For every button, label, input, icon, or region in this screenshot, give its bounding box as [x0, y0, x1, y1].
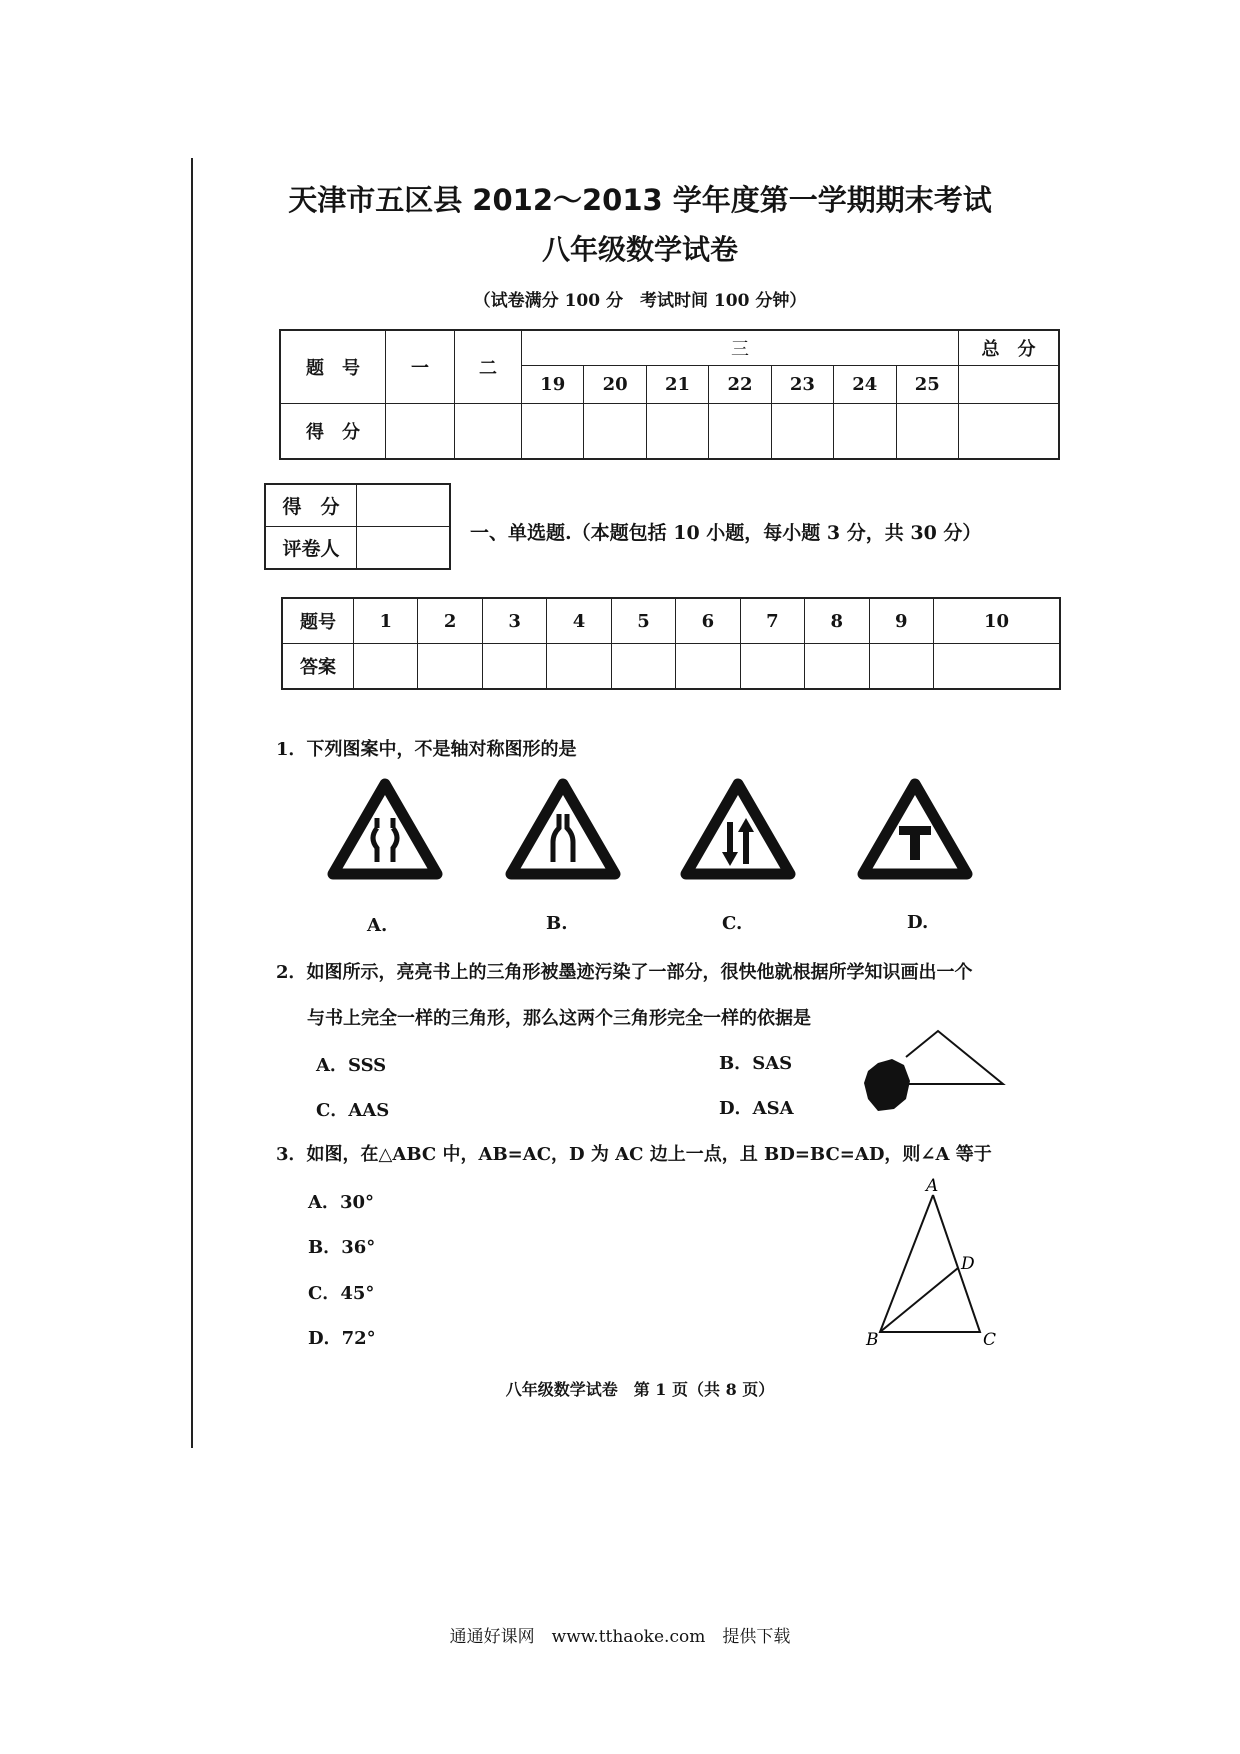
col-total: 总 分 [959, 330, 1060, 365]
answer-label: 答案 [282, 644, 354, 690]
exam-info: （试卷满分 100 分 考试时间 100 分钟） [473, 291, 807, 311]
vertex-a-label: A [926, 1176, 939, 1196]
col-three: 三 [522, 330, 959, 365]
score-cell[interactable] [834, 403, 896, 459]
vertex-b-label: B [866, 1330, 879, 1350]
section-one-heading: 一、单选题.（本题包括 10 小题，每小题 3 分，共 30 分） [470, 522, 982, 544]
answer-cell[interactable] [482, 644, 546, 690]
sub-col: 21 [646, 365, 708, 403]
vertex-d-label: D [961, 1254, 975, 1274]
q3-option-d[interactable]: D．72° [308, 1328, 376, 1349]
answer-no: 8 [805, 598, 869, 644]
answer-no: 10 [933, 598, 1060, 644]
page-footer: 八年级数学试卷 第 1 页（共 8 页） [505, 1380, 775, 1399]
q1-option-c[interactable]: C. [722, 913, 743, 934]
answer-no: 6 [676, 598, 740, 644]
answer-cell[interactable] [418, 644, 482, 690]
grader-score-label: 得 分 [265, 484, 357, 527]
road-sign-b-icon [503, 776, 623, 886]
road-sign-c-icon [678, 776, 798, 886]
sub-col: 24 [834, 365, 896, 403]
answer-cell[interactable] [933, 644, 1060, 690]
score-cell[interactable] [386, 403, 455, 459]
answer-no: 2 [418, 598, 482, 644]
question-no-label: 题 号 [280, 330, 386, 403]
q1-option-b[interactable]: B. [546, 913, 568, 934]
grader-name-cell[interactable] [357, 527, 451, 570]
answer-no: 5 [611, 598, 675, 644]
answer-no: 3 [482, 598, 546, 644]
sub-col: 25 [896, 365, 958, 403]
answer-cell[interactable] [805, 644, 869, 690]
score-cell[interactable] [771, 403, 833, 459]
ink-stained-triangle-figure [860, 1025, 1010, 1120]
total-score-cell[interactable] [959, 403, 1060, 459]
answer-no: 7 [740, 598, 804, 644]
answer-cell[interactable] [869, 644, 933, 690]
q1-option-d[interactable]: D. [907, 912, 929, 933]
score-cell[interactable] [709, 403, 771, 459]
answer-no: 9 [869, 598, 933, 644]
grader-score-cell[interactable] [357, 484, 451, 527]
score-cell[interactable] [584, 403, 646, 459]
download-note: 通通好课网 www.tthaoke.com 提供下载 [449, 1627, 791, 1647]
score-cell[interactable] [896, 403, 958, 459]
score-cell[interactable] [455, 403, 522, 459]
q2-option-d[interactable]: D．ASA [719, 1098, 794, 1119]
q2-option-b[interactable]: B．SAS [719, 1053, 793, 1074]
col-one: 一 [386, 330, 455, 403]
answer-cell[interactable] [611, 644, 675, 690]
grader-table [264, 483, 451, 570]
score-cell[interactable] [646, 403, 708, 459]
question-3-text: 3．如图，在△ABC 中，AB=AC，D 为 AC 边上一点，且 BD=BC=AD，则∠A 等于 [276, 1144, 992, 1165]
answer-cell[interactable] [547, 644, 611, 690]
binding-margin-line [191, 158, 193, 1448]
q3-option-b[interactable]: B．36° [308, 1237, 376, 1258]
q3-option-a[interactable]: A．30° [308, 1192, 375, 1213]
exam-title: 天津市五区县 2012～2013 学年度第一学期期末考试 [288, 183, 992, 217]
q1-option-a[interactable]: A. [367, 915, 388, 936]
answer-cell[interactable] [354, 644, 418, 690]
score-cell[interactable] [522, 403, 584, 459]
sub-col: 20 [584, 365, 646, 403]
vertex-c-label: C [983, 1330, 997, 1350]
sub-col: 22 [709, 365, 771, 403]
grader-name-label: 评卷人 [265, 527, 357, 570]
sub-col: 23 [771, 365, 833, 403]
question-1-text: 1．下列图案中，不是轴对称图形的是 [276, 739, 577, 760]
q2-option-c[interactable]: C．AAS [316, 1100, 390, 1121]
road-sign-a-icon [325, 776, 445, 886]
road-sign-d-icon [855, 776, 975, 886]
answer-cell[interactable] [740, 644, 804, 690]
answer-no: 4 [547, 598, 611, 644]
score-table [279, 329, 1060, 460]
sub-col: 19 [522, 365, 584, 403]
col-two: 二 [455, 330, 522, 403]
question-2-text-line1: 2．如图所示，亮亮书上的三角形被墨迹污染了一部分，很快他就根据所学知识画出一个 [276, 962, 973, 983]
answer-no: 1 [354, 598, 418, 644]
exam-subtitle: 八年级数学试卷 [541, 233, 738, 266]
triangle-abc-figure [860, 1175, 1010, 1350]
score-label: 得 分 [280, 403, 386, 459]
question-2-text-line2: 与书上完全一样的三角形，那么这两个三角形完全一样的依据是 [307, 1008, 811, 1029]
q3-option-c[interactable]: C．45° [308, 1283, 375, 1304]
total-blank [959, 365, 1060, 403]
q2-option-a[interactable]: A．SSS [316, 1055, 387, 1076]
answer-cell[interactable] [676, 644, 740, 690]
answer-no-label: 题号 [282, 598, 354, 644]
answer-table [281, 597, 1061, 690]
